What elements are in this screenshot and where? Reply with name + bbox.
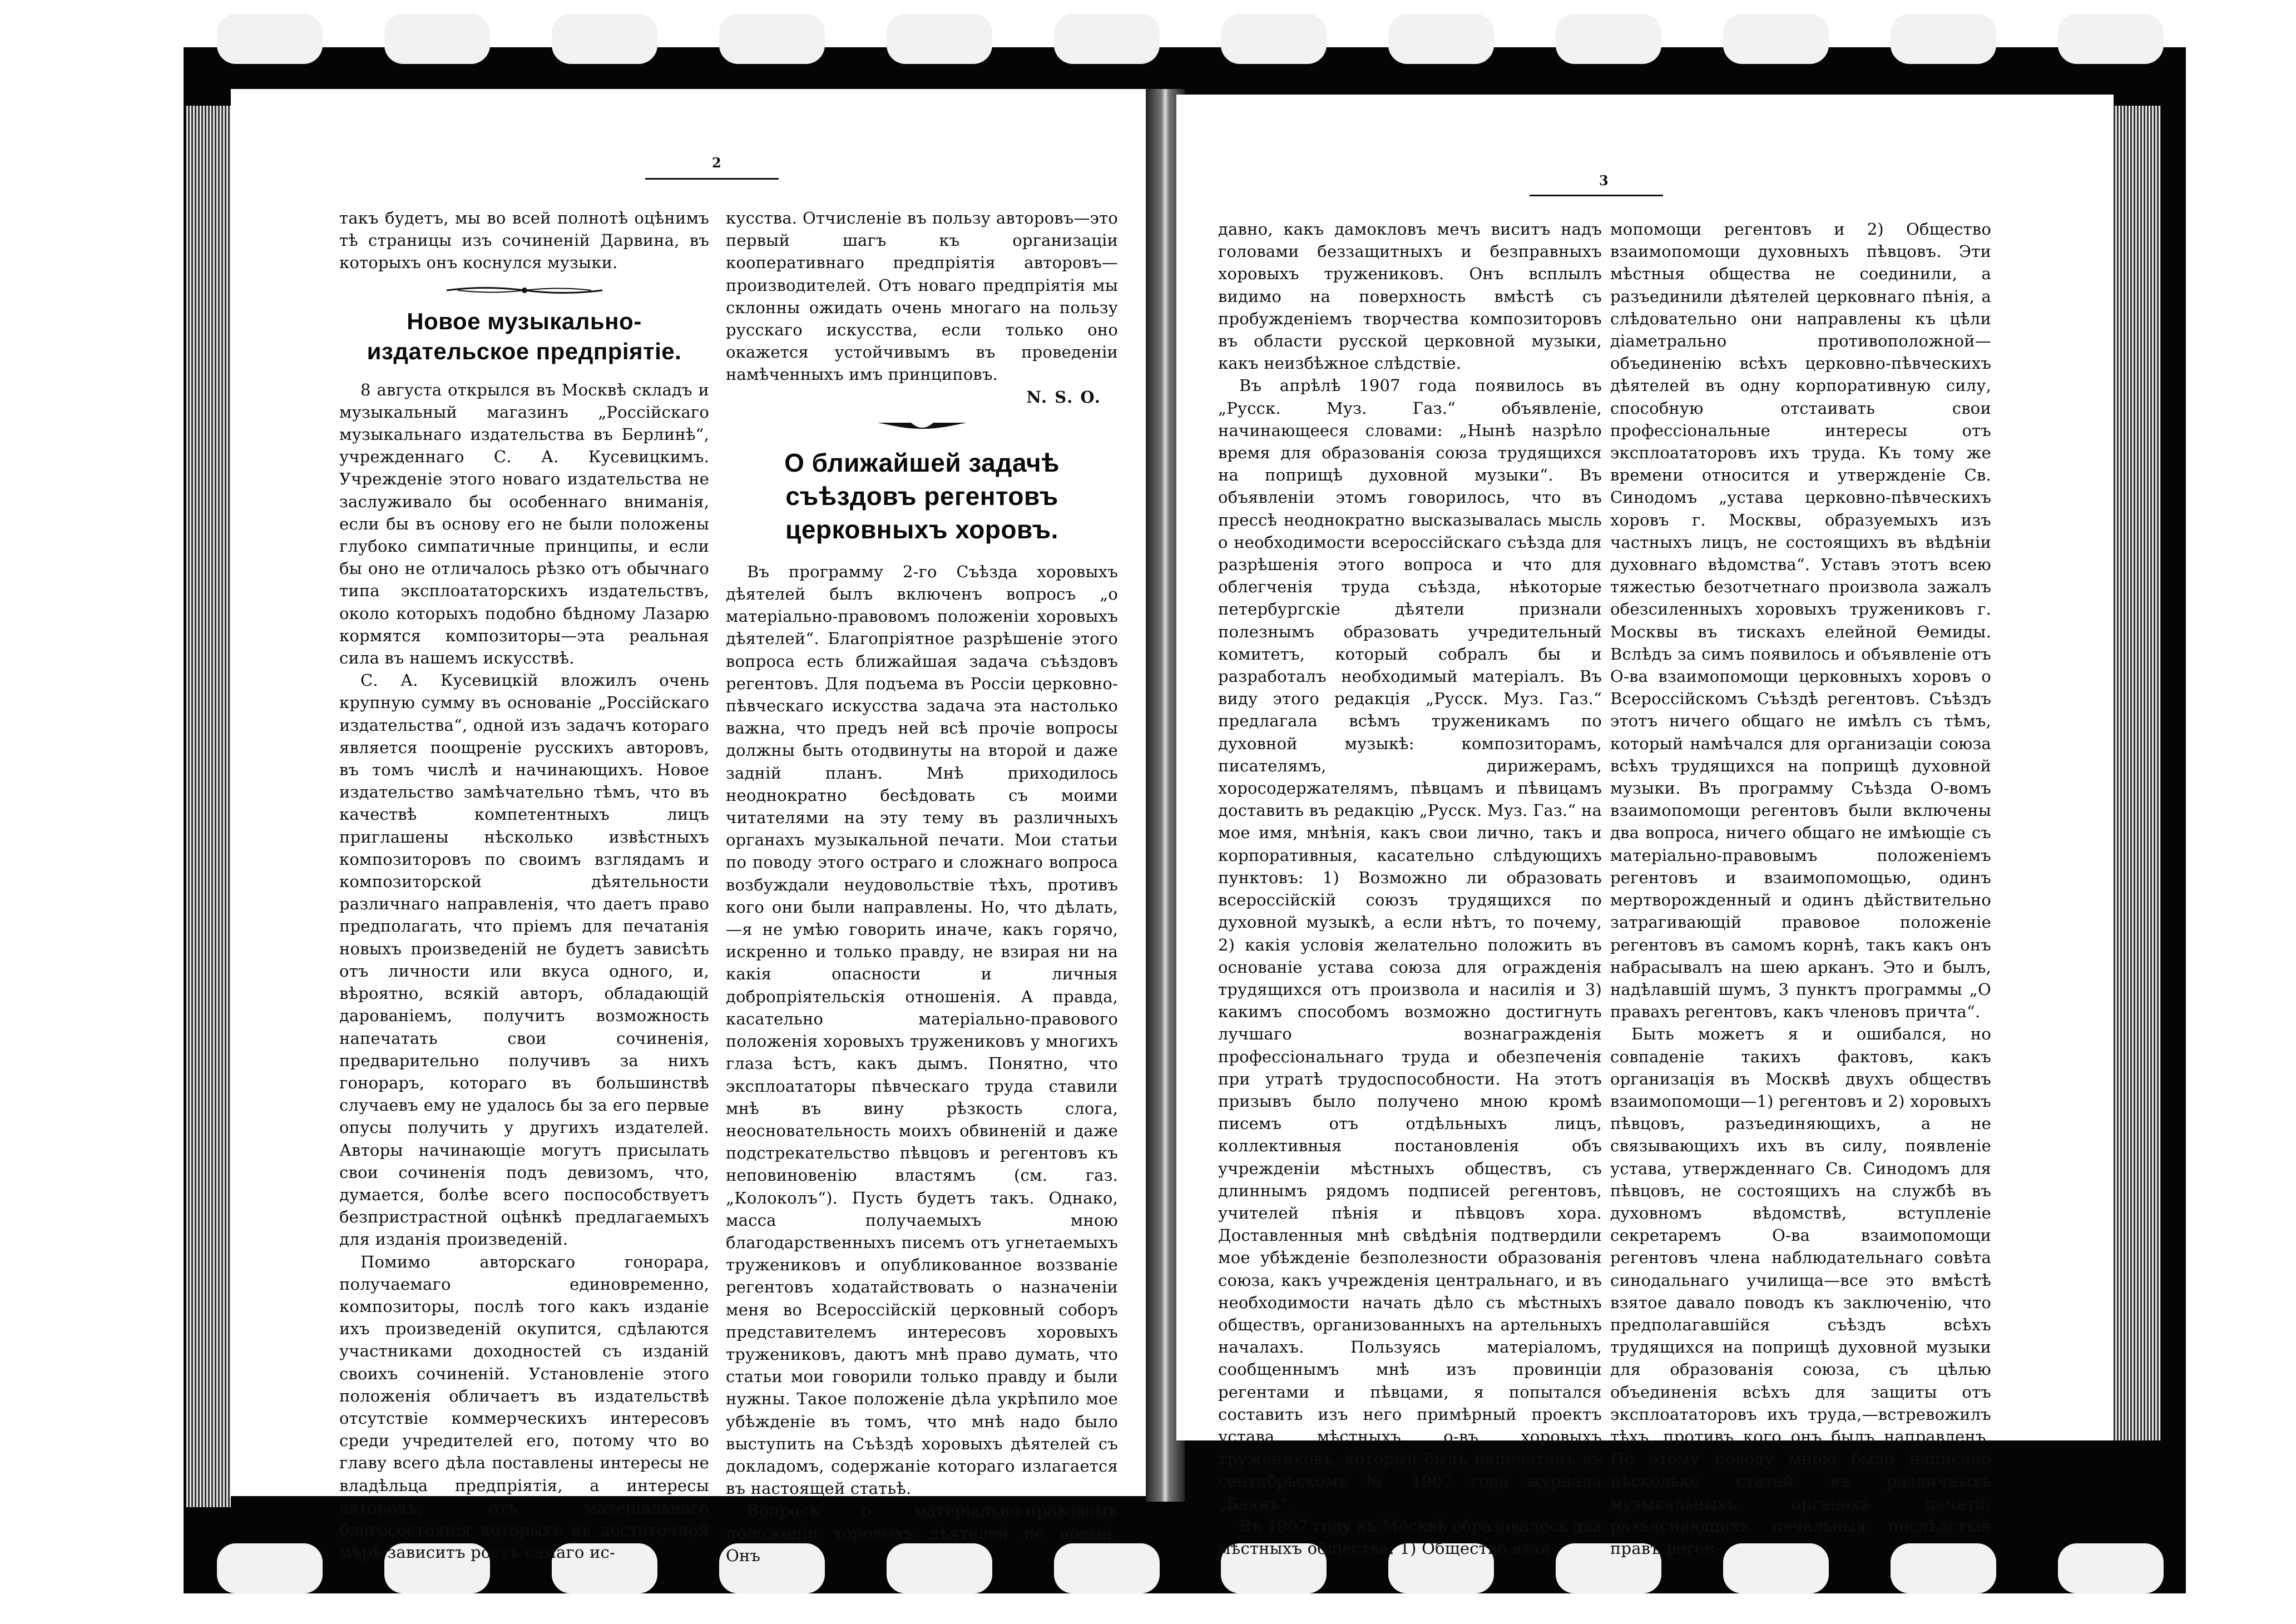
left-page [231,89,1151,1565]
page-number-left: 2 [712,155,721,171]
article-paragraph: Вопросъ о матеріально-правовомъ положеніи хоровыхъ дѣятелей не новый. Онъ [726,1501,1118,1565]
left-page-column-1 [339,207,709,1562]
header-rule-left [645,178,779,180]
continued-paragraph: такъ будетъ, мы во всей полнотѣ оцѣнимъ тѣ страницы изъ сочиненій Дарвина, въ которыхъ онъ коснулся музыки. [339,209,709,273]
article-paragraph: Помимо авторскаго гонорара, получаемаго единовременно, композиторы, послѣ того какъ изданіе ихъ произведеній окупится, сдѣлаются участниками доходностей съ изданій своихъ сочиненій. Установленіе этого положенія обличаетъ въ издательствѣ отсутствіе коммерческихъ интересовъ среди учредителей его, потому что во главу всего дѣла поставлены интересы не владѣльца предпріятія, а интересы авторовъ, отъ матеріальнаго благосостоянія которыхъ въ достаточной мѣрѣ зависитъ ростъ самаго ис- [339,1252,709,1562]
ornament-divider [878,418,967,433]
right-page-column-2 [1610,218,1991,1558]
continued-paragraph: кусства. Отчисленіе въ пользу авторовъ—это первый шагъ къ организаціи кооперативнаго предпріятія авторовъ—производителей. Отъ новаго предпріятія мы склонны ожидать очень многаго на пользу русскаго искусства, если только оно окажется устойчивымъ въ проведеніи намѣченныхъ имъ принциповъ. [726,209,1118,384]
article-paragraph: мопомощи регентовъ и 2) Общество взаимопомощи духовныхъ пѣвцовъ. Эти мѣстныя общества не соединили, а разъединили дѣятелей церковнаго пѣнія, а слѣдовательно они направлены къ цѣли діаметрально противоположной—объединенію всѣхъ церковно-пѣвческихъ дѣятелей въ одну корпоративную силу, способную отстаивать свои профессіональные интересы отъ эксплоататоровъ ихъ труда. Къ тому же времени относится и утвержденіе Св. Синодомъ „устава церковно-пѣвческихъ хоровъ г. Москвы, образуемыхъ изъ частныхъ лицъ, не состоящихъ въ вѣдѣніи духовнаго вѣдомства“. Уставъ этотъ всею тяжестью безотчетнаго произвола зажалъ обезсиленныхъ хоровыхъ тружениковъ г. Москвы въ тискахъ елейной Ѳемиды. Вслѣдъ за симъ появилось и объявленіе отъ О-ва взаимопомощи церковныхъ хоровъ о Всероссійскомъ Съѣздѣ регентовъ. Съѣздъ этотъ ничего общаго не имѣлъ съ тѣмъ, который намѣчался для организаціи союза всѣхъ трудящихся на поприщѣ духовной музыки. Въ программу Съѣзда О-вомъ взаимопомощи регентовъ были включены два вопроса, ничего общаго не имѣющіе съ матеріально-правовымъ положеніемъ регентовъ и взаимопомощью, одинъ мертворожденный и одинъ дѣйствительно затрагивающій правовое положеніе регентовъ въ самомъ корнѣ, такъ какъ онъ набрасывалъ на шею арканъ. Это и былъ, надѣлавшій шумъ, 3 пунктъ программы „О правахъ регентовъ, какъ членовъ причта“. [1610,220,1991,1022]
article-paragraph: С. А. Кусевицкій вложилъ очень крупную сумму въ основаніе „Россійскаго издательства“, одной изъ задачъ котораго является поощреніе русскихъ авторовъ, въ томъ числѣ и начинающихъ. Новое издательство замѣчательно тѣмъ, что въ качествѣ компетентныхъ лицъ приглашены нѣсколько извѣстныхъ композиторовъ по своимъ взглядамъ и композиторской дѣятельности различнаго направленія, что даетъ право предполагать, что пріемъ для печатанія новыхъ произведеній не будетъ зависѣть отъ личности или вкуса одного, и, вѣроятно, всякій авторъ, обладающій дарованіемъ, получитъ возможность напечатать свои сочиненія, предварительно получивъ за нихъ гонораръ, котораго въ большинствѣ случаевъ ему не удалось бы за его первые опусы получить у другихъ издателей. Авторы начинающіе могутъ присылать свои сочиненія подъ девизомъ, что, думается, болѣе всего поспособствуетъ безпристрастной оцѣнкѣ предлагаемыхъ для изданія произведеній. [339,671,709,1249]
ornament-divider [447,284,602,296]
right-page [1176,95,2114,1558]
article-paragraph: Въ апрѣлѣ 1907 года появилось въ „Русск. Муз. Газ.“ объявленіе, начинающееся словами: „Нынѣ назрѣло время для образованія союза трудящихся на поприщѣ духовной музыки“. Въ объявленіи этомъ говорилось, что въ прессѣ неоднократно высказывалась мысль о необходимости всероссійскаго съѣзда для разрѣшенія этого вопроса и что для облегченія труда съѣзда, нѣкоторые петербургскіе дѣятели признали полезнымъ образовать учредительный комитетъ, который собралъ бы и разработалъ необходимый матеріалъ. Въ виду этого редакція „Русск. Муз. Газ.“ предлагала всѣмъ труженикамъ по духовной музыкѣ: композиторамъ, писателямъ, дирижерамъ, хоросодержателямъ, пѣвцамъ и пѣвицамъ доставить въ редакцію „Русск. Муз. Газ.“ на мое имя, мнѣнія, какъ свои лично, такъ и корпоративныя, касательно слѣдующихъ пунктовъ: 1) Возможно ли образовать всероссійскій союзъ трудящихся по духовной музыкѣ, а если нѣтъ, то почему, 2) какія условія желательно положить въ основаніе устава союза для огражденія трудящихся отъ произвола и насилія и 3) какимъ способомъ возможно достигнуть лучшаго вознагражденія профессіональнаго труда и обезпеченія при утратѣ трудоспособности. На этотъ призывъ было получено мною кромѣ писемъ отъ отдѣльныхъ лицъ, коллективныя постановленія объ учрежденіи мѣстныхъ обществъ, съ длиннымъ рядомъ подписей регентовъ, учителей пѣнія и пѣвцовъ хора. Доставленныя мнѣ свѣдѣнія подтвердили мое убѣжденіе безполезности образованія союза, какъ учрежденія центральнаго, и въ необходимости начать дѣло съ мѣстныхъ обществъ, организованныхъ на артельныхъ началахъ. Пользуясь матеріаломъ, сообщеннымъ мнѣ изъ провинціи регентами и пѣвцами, я попытался составить изъ него примѣрный проектъ устава мѣстныхъ о-въ хоровыхъ тружениковъ, который былъ напечатанъ въ сентябрьскомъ № 1907 года журнала „Баянъ“. [1218,376,1602,1513]
film-perforations-top [217,14,2164,81]
right-page-column-1 [1218,218,1602,1558]
article-paragraph: Въ программу 2-го Съѣзда хоровыхъ дѣятелей былъ включенъ вопросъ „о матеріально-правовомъ положеніи хоровыхъ дѣятелей“. Благопріятное разрѣшеніе этого вопроса есть ближайшая задача съѣздовъ регентовъ. Для подъема въ Россіи церковно-пѣвческаго искусства задача эта настолько важна, что предъ ней всѣ прочіе вопросы должны быть отодвинуты на второй и даже задній планъ. Мнѣ приходилось неоднократно бесѣдовать съ моими читателями на эту тему въ различныхъ органахъ музыкальной печати. Мои статьи по поводу этого остраго и сложнаго вопроса возбуждали неудовольствіе тѣхъ, противъ кого они были направлены. Но, что дѣлать,—я не умѣю говорить иначе, какъ горячо, искренно и только правду, не взирая ни на какія опасности и личныя добропріятельскія отношенія. А правда, касательно матеріально-правового положенія хоровыхъ тружениковъ у многихъ глаза ѣстъ, какъ дымъ. Понятно, что эксплоататоры пѣвческаго труда ставили мнѣ въ вину рѣзкость слога, неосновательность моихъ обвиненій и даже подстрекательство пѣвцовъ и регентовъ къ неповиновенію властямъ (см. газ. „Колоколъ“). Пусть будетъ такъ. Однако, масса получаемыхъ мною благодарственныхъ писемъ отъ угнетаемыхъ тружениковъ и опубликованное воззваніе регентовъ ходатайствовать о назначеніи меня во Всероссійскій церковный соборъ представителемъ интересовъ хоровыхъ тружениковъ, даютъ мнѣ право думать, что статьи мои говорили только правду и были нужны. Такое положеніе дѣла укрѣпило мое убѣжденіе въ томъ, что мнѣ надо было выступить на Съѣздѣ хоровыхъ дѣятелей съ докладомъ, содержаніе котораго излагается въ настоящей статьѣ. [726,562,1118,1498]
left-page-column-2 [726,207,1118,1565]
article-heading-publishing: Новое музыкально-издательское предпріятіе. [367,308,682,364]
author-signature: N. S. O. [1026,387,1101,407]
header-rule-right [1530,195,1663,196]
article-paragraph: Въ 1907 году въ Москвѣ образовалось два мѣстныхъ общества: 1) Общество взаи- [1218,1516,1602,1558]
page-stack-edge-left [186,106,231,1507]
page-stack-edge-right [2114,106,2161,1440]
article-heading-regents: О ближайшей задачѣ съѣздовъ регентовъ церковныхъ хоровъ. [784,448,1060,544]
article-paragraph: Быть можетъ я и ошибался, но совпаденіе такихъ фактовъ, какъ организація въ Москвѣ двухъ обществъ взаимопомощи—1) регентовъ и 2) хоровыхъ пѣвцовъ, разъединяющихъ, а не связывающихъ ихъ въ силу, появленіе устава, утвержденнаго Св. Синодомъ для пѣвцовъ, не состоящихъ на службѣ въ духовномъ вѣдомствѣ, вступленіе секретаремъ О-ва взаимопомощи регентовъ члена наблюдательнаго совѣта синодальнаго училища—все это вмѣстѣ взятое давало поводъ къ заключенію, что предполагавшійся съѣздъ всѣхъ трудящихся на поприщѣ духовной музыки для образованія союза, съ цѣлью объединенія всѣхъ для защиты отъ эксплоататоровъ ихъ труда,—встревожилъ тѣхъ, противъ кого онъ былъ направленъ. По этому поводу мною было написано нѣсколько статей въ различныхъ музыкальныхъ органахъ печати, разъясняющихъ печальныя послѣдствія правъ реген- [1610,1024,1991,1558]
page-number-right: 3 [1599,172,1609,189]
article-paragraph: 8 августа открылся въ Москвѣ складъ и музыкальный магазинъ „Россійскаго музыкальнаго издательства въ Берлинѣ“, учрежденнаго С. А. Кусевицкимъ. Учрежденіе этого новаго издательства не заслуживало бы особеннаго вниманія, если бы въ основу его не были положены глубоко симпатичные принципы, и если бы оно не отличалось рѣзко отъ обычнаго типа эксплоататорскихъ издательствъ, около которыхъ подобно бѣдному Лазарю кормятся композиторы—эта реальная сила въ нашемъ искусствѣ. [339,380,709,668]
article-paragraph: давно, какъ дамокловъ мечъ виситъ надъ головами беззащитныхъ и безправныхъ хоровыхъ тружениковъ. Онъ всплылъ видимо на поверхность вмѣстѣ съ пробужденіемъ творчества композиторовъ въ области русской церковной музыки, какъ неизбѣжное слѣдствіе. [1218,220,1602,373]
